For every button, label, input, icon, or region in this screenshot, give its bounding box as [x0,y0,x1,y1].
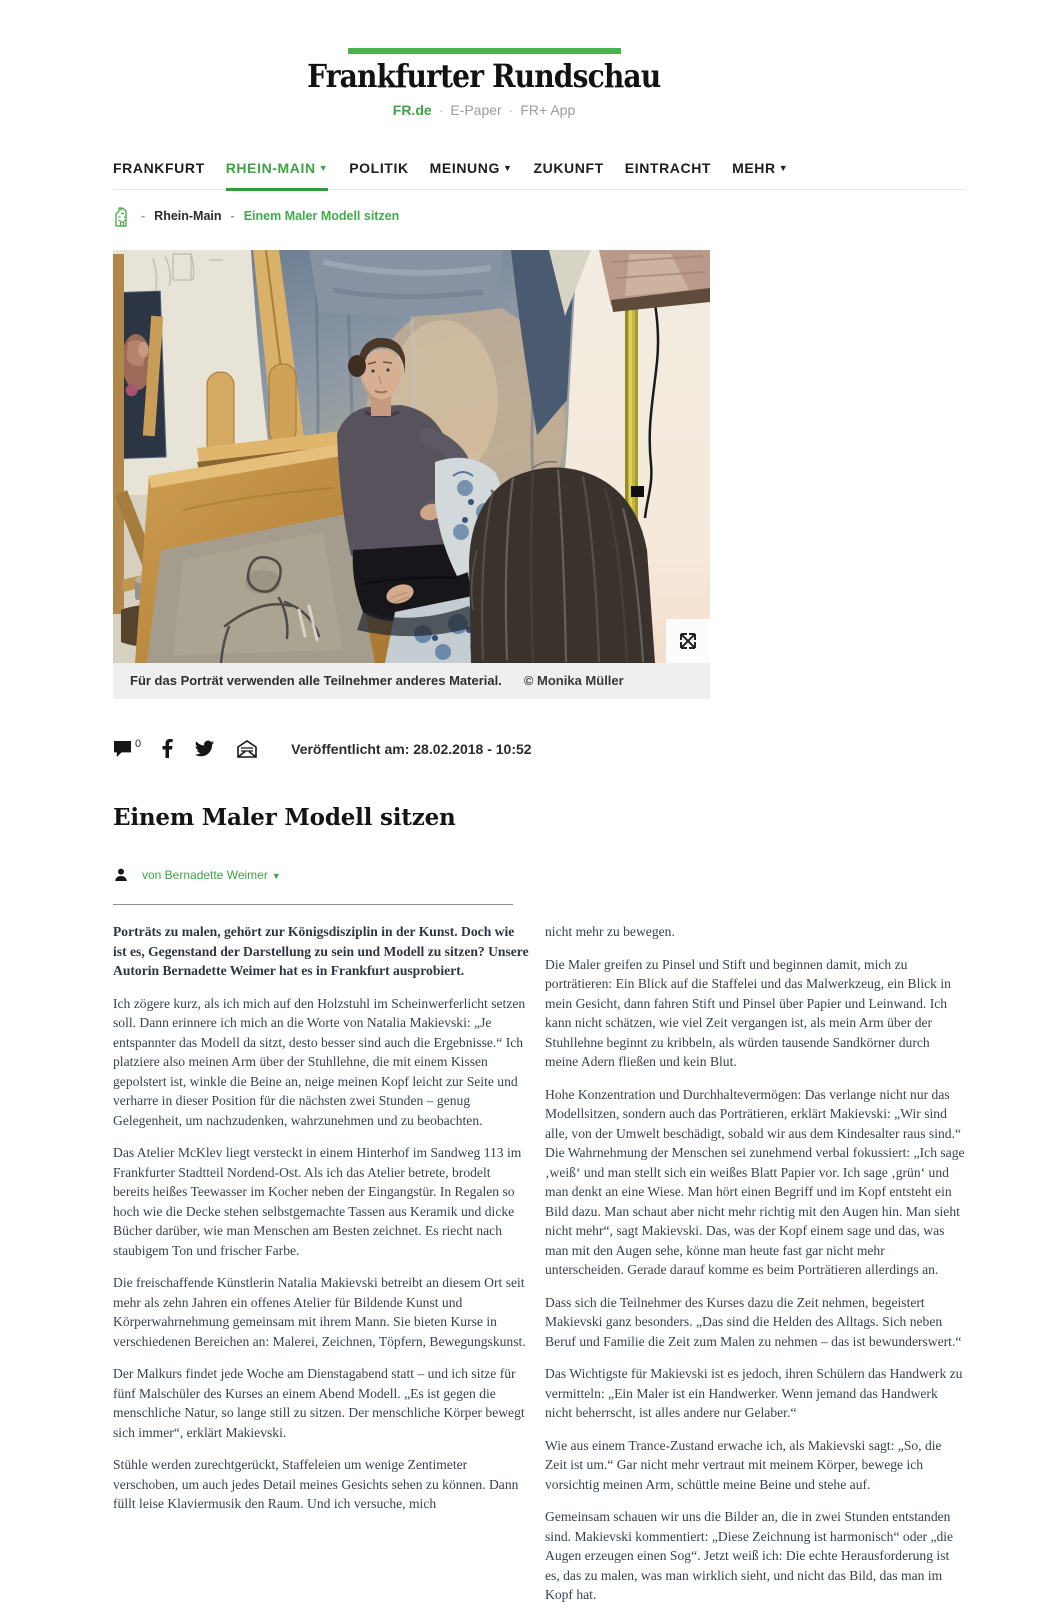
article-column-right [545,922,965,1618]
published-date: Veröffentlicht am: 28.02.2018 - 10:52 [291,740,532,757]
breadcrumb-section[interactable]: Rhein-Main [154,209,222,223]
nav-item-eintracht[interactable]: EINTRACHT [624,160,712,176]
frde-link[interactable]: FR.de [392,102,432,118]
frapp-link[interactable]: FR+ App [520,102,576,118]
nav-item-frankfurt[interactable]: FRANKFURT [113,160,205,176]
paragraph: Stühle werden zurechtgerückt, Staffeleien um wenige Zentimeter verschoben, um auch jedes Detail meines Gesichts sehen zu können. Dann füllt leise Klaviermusik den Raum. Und ich versuche, mich [113,1457,519,1511]
page-title: Einem Maler Modell sitzen [113,804,456,831]
main-nav [113,154,965,190]
author-link[interactable]: von Bernadette Weimer ▼ [142,868,281,882]
comments-button[interactable] [113,737,142,758]
share-row [113,739,1058,758]
twitter-icon [194,740,215,758]
breadcrumb-separator: - [141,209,146,223]
paragraph: Das Wichtigste für Makievski ist es jedoch, ihren Schülern das Handwerk zu vermitteln: „Ein Maler ist ein Handwerker. Wenn jemand das Handwerk nicht beherrscht, ist alles andere nur Gelaber.“ [545,1366,963,1420]
comment-count: 0 [135,737,142,750]
nav-item-mehr[interactable]: MEHR ▼ [732,160,789,176]
site-logo[interactable]: Frankfurter Rundschau [307,57,661,95]
article-column-left [113,922,530,1618]
chevron-down-icon: ▼ [271,871,281,881]
author-icon [113,867,129,883]
facebook-share-button[interactable] [162,739,173,758]
nav-item-zukunft[interactable]: ZUKUNFT [533,160,604,176]
fullscreen-button[interactable] [666,619,710,663]
separator: · [508,102,514,118]
nav-item-meinung[interactable]: MEINUNG ▼ [429,160,513,176]
breadcrumb-separator: - [230,209,235,223]
comment-icon [113,740,132,758]
paragraph: Dass sich die Teilnehmer des Kurses dazu die Zeit nehmen, begeistert Makievski ganz besonders. „Das sind die Helden des Alltags. Sich neben Beruf und Familie die Zeit zum Malen zu nehmen – das ist bewunderswert.“ [545,1294,962,1349]
epaper-link[interactable]: E-Paper [450,102,502,118]
paragraph: Das Atelier McKlev liegt versteckt in einem Hinterhof im Sandweg 113 im Frankfurter Stadtteil Nordend-Ost. Als ich das Atelier betrete, brodelt bereits heißes Teewasser im Kocher neben der Eingangstür. In Regalen so hoch wie die Decke stehen selbstgemachte Tassen aus Keramik und dicke Bücher darüber, wie man Menschen am Besten zeichnet. Es riecht nach staubigem Ton und frischer Farbe. [113,1145,522,1258]
facebook-icon [162,739,173,758]
envelope-icon [236,739,258,758]
studio-photo [113,250,710,663]
site-header [113,0,855,118]
breadcrumb [113,205,1058,227]
divider [113,904,513,905]
image-caption [113,663,710,699]
article-body [113,922,965,1618]
article-intro: Porträts zu malen, gehört zur Königsdisziplin in der Kunst. Doch wie ist es, Gegenstand der Darstellung zu sein und Modell zu sitzen? Unsere Autorin Bernadette Weimer hat es in Frankfurt ausprobiert. [113,924,529,978]
nav-item-politik[interactable]: POLITIK [349,160,409,176]
author-row [113,867,1058,883]
paragraph: Die freischaffende Künstlerin Natalia Makievski betreibt an diesem Ort seit mehr als zehn Jahren ein offenes Atelier für Bildende Kunst und Körperwahrnehmung gemeinsam mit ihrem Mann. Sie bieten Kurse in verschiedenen Bereichen an: Malerei, Zeichnen, Töpfern, Bewegungskunst. [113,1275,526,1349]
caption-text: Für das Porträt verwenden alle Teilnehmer anderes Material. [130,673,502,688]
paragraph: nicht mehr zu bewegen. [545,924,675,939]
breadcrumb-current[interactable]: Einem Maler Modell sitzen [243,209,400,223]
chevron-down-icon: ▼ [318,163,329,173]
paragraph: Der Malkurs findet jede Woche am Dienstagabend statt – und ich sitze für fünf Malschüler des Kurses an einem Abend Modell. „Es ist gegen die menschliche Natur, so lange still zu sitzen. Der menschliche Körper bewegt sich immer“, erklärt Makievski. [113,1366,525,1440]
paragraph: Ich zögere kurz, als ich mich auf den Holzstuhl im Scheinwerferlicht setzen soll. Dann erinnere ich mich an die Worte von Natalia Makievski: „Je entspannter das Modell da sitzt, desto besser sind auch die Ergebnisse.“ Ich platziere also meinen Arm über der Stuhllehne, die mit einem Kissen gepolstert ist, winkle die Beine an, neige meinen Kopf leicht zur Seite und verharre in dieser Position für die nächsten zwei Stunden – genug Gelegenheit, um nachzudenken, wahrzunehmen und zu beobachten. [113,995,526,1128]
separator: · [438,102,444,118]
email-share-button[interactable] [236,739,258,758]
nav-item-rhein-main[interactable]: RHEIN-MAIN ▼ [226,154,329,189]
paragraph: Wie aus einem Trance-Zustand erwache ich, als Makievski sagt: „So, die Zeit ist um.“ Gar nicht mehr vertraut mit meinem Körper, bewege ich vorsichtig meinen Arm, schüttle meine Beine und stehe auf. [545,1437,942,1492]
article-figure [113,250,710,699]
brand-bar [348,48,621,54]
image-credit: © Monika Müller [523,673,624,688]
paragraph: Hohe Konzentration und Durchhaltevermögen: Das verlange nicht nur das Modellsitzen, sondern auch das Porträtieren, erklärt Makievski: „Wir sind alle, von der Umwelt beschädigt, sobald wir aus dem Kindesalter raus sind.“ Die Wahrnehmung der Menschen sei zunehmend verbal fokussiert: „Ich sage ‚weiß‘ und man stellt sich ein weißes Blatt Papier vor. Ich sage ‚grün‘ und man denkt an eine Wiese. Man hört einen Begriff und im Kopf entsteht ein Bild dazu. Man schaut aber nicht mehr richtig mit den Augen hin. Man sieht nicht mehr“, sagt Makievski. Das, was der Kopf einem sage und das, was man mit den Augen sehe, könne man heute fast gar nicht mehr unterscheiden. Gerade darauf komme es beim Porträtieren allerdings an. [545,1086,965,1277]
header-links [113,102,855,118]
chevron-down-icon: ▼ [778,163,789,173]
chevron-down-icon: ▼ [502,163,513,173]
paragraph: Die Maler greifen zu Pinsel und Stift und beginnen damit, mich zu porträtieren: Ein Blick auf die Staffelei und das Malwerkzeug, ein Blick in mein Gesicht, dann fahren Stift und Pinsel über Papier und Leinwand. Ich kann nicht schätzen, wie viel Zeit vergangen ist, als mein Arm über der Stuhllehne beginnt zu kribbeln, als würden tausende Sandkörner durch meine Adern fließen und kein Blut. [545,956,951,1069]
article-image [113,250,710,663]
twitter-share-button[interactable] [194,740,215,758]
paragraph: Gemeinsam schauen wir uns die Bilder an, die in zwei Stunden entstanden sind. Makievski kommentiert: „Diese Zeichnung ist harmonisch“ oder „die Augen erzeugen einen Sog“. Jetzt weiß ich: Die echte Herausforderung ist es, das zu malen, was man wirklich sieht, und nicht das Bild, das man im Kopf hat. [545,1509,954,1602]
home-icon[interactable] [113,205,132,227]
